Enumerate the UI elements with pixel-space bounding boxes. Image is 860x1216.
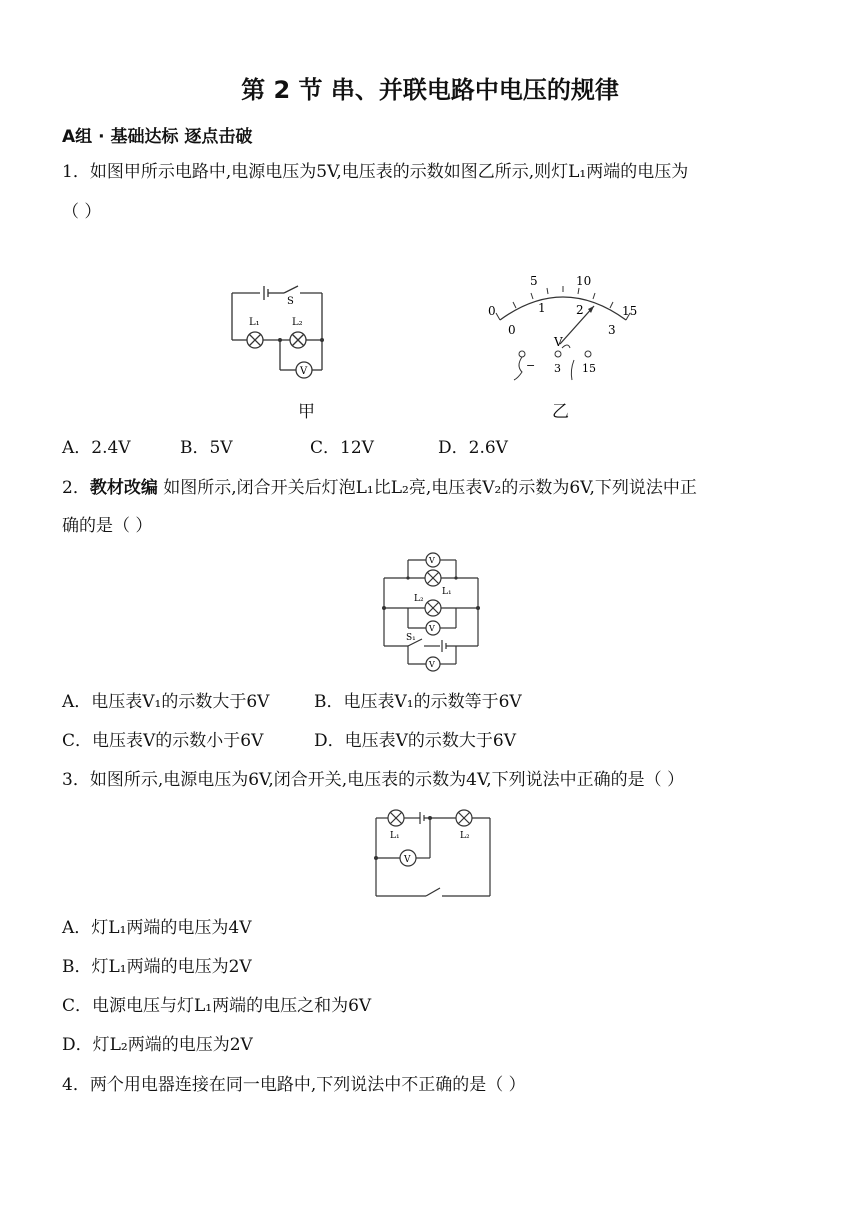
q1-option-b[interactable]: B．5V	[180, 438, 233, 458]
q2-v-label: V	[429, 660, 435, 669]
q3-stem: 3．如图所示,电源电压为6V,闭合开关,电压表的示数为4V,下列说法中正确的是（ ）	[62, 770, 685, 790]
terminal-15: 15	[582, 362, 596, 375]
q1-option-d[interactable]: D．2.6V	[438, 438, 508, 458]
q1-stem: 1．如图甲所示电路中,电源电压为5V,电压表的示数如图乙所示,则灯L₁两端的电压为	[62, 162, 689, 182]
q2-stem-text: 如图所示,闭合开关后灯泡L₁比L₂亮,电压表V₂的示数为6V,下列说法中正	[163, 478, 697, 498]
q2-option-b[interactable]: B．电压表V₁的示数等于6V	[314, 692, 522, 712]
q2-s1-label: S₁	[406, 633, 416, 643]
q2-v1-label: V	[429, 556, 435, 565]
lamp-l1-label: L₁	[249, 317, 260, 328]
q2-circuit-diagram	[378, 548, 484, 674]
terminal-minus: −	[526, 359, 536, 372]
q3-l2-label: L₂	[460, 831, 470, 841]
lamp-l2-label: L₂	[292, 317, 303, 328]
q2-stem	[62, 476, 697, 500]
q3-option-a[interactable]: A．灯L₁两端的电压为4V	[62, 918, 252, 938]
q3-option-b[interactable]: B．灯L₁两端的电压为2V	[62, 957, 252, 977]
q1-answer-bracket: （ ）	[62, 202, 102, 222]
figure-caption-yi: 乙	[552, 402, 569, 422]
q2-v2-label: V	[429, 624, 435, 633]
q2-l1-label: L₁	[442, 587, 452, 597]
switch-label: S	[287, 296, 294, 307]
figure-caption-jia: 甲	[298, 402, 315, 422]
q1-option-c[interactable]: C．12V	[310, 438, 374, 458]
q2-option-d[interactable]: D．电压表V的示数大于6V	[314, 731, 516, 751]
page-title: 第 2 节 串、并联电路中电压的规律	[241, 76, 619, 104]
q3-option-d[interactable]: D．灯L₂两端的电压为2V	[62, 1035, 253, 1055]
q3-option-c[interactable]: C．电源电压与灯L₁两端的电压之和为6V	[62, 996, 372, 1016]
q1-circuit-diagram	[222, 280, 332, 385]
voltmeter-dial-figure	[478, 268, 648, 388]
dial-top-15: 15	[622, 304, 638, 318]
q2-option-a[interactable]: A．电压表V₁的示数大于6V	[62, 692, 270, 712]
dial-bottom-2: 2	[576, 303, 584, 317]
q3-l1-label: L₁	[390, 831, 400, 841]
dial-bottom-1: 1	[538, 301, 546, 315]
section-heading: A组 · 基础达标 逐点击破	[62, 127, 253, 147]
q2-options-row2	[62, 729, 516, 753]
dial-bottom-0: 0	[508, 323, 516, 337]
q2-options-row1	[62, 690, 522, 714]
q2-number: 2．	[62, 478, 90, 498]
voltmeter-label: V	[300, 366, 308, 377]
q2-source-tag: 教材改编	[89, 478, 158, 498]
q1-options	[62, 436, 508, 460]
terminal-3: 3	[554, 362, 561, 375]
dial-v-label: V	[554, 335, 563, 349]
dial-bottom-3: 3	[608, 323, 616, 337]
q1-option-a[interactable]: A．2.4V	[62, 438, 131, 458]
dial-top-5: 5	[530, 274, 538, 288]
q2-option-c[interactable]: C．电压表V的示数小于6V	[62, 731, 264, 751]
dial-top-0: 0	[488, 304, 496, 318]
dial-top-10: 10	[576, 274, 592, 288]
q3-circuit-diagram	[368, 806, 498, 902]
q3-v-label: V	[404, 855, 411, 865]
q2-stem-line2: 确的是（ ）	[62, 516, 153, 536]
q2-l2-label: L₂	[414, 594, 424, 604]
q4-stem: 4．两个用电器连接在同一电路中,下列说法中不正确的是（ ）	[62, 1075, 526, 1095]
